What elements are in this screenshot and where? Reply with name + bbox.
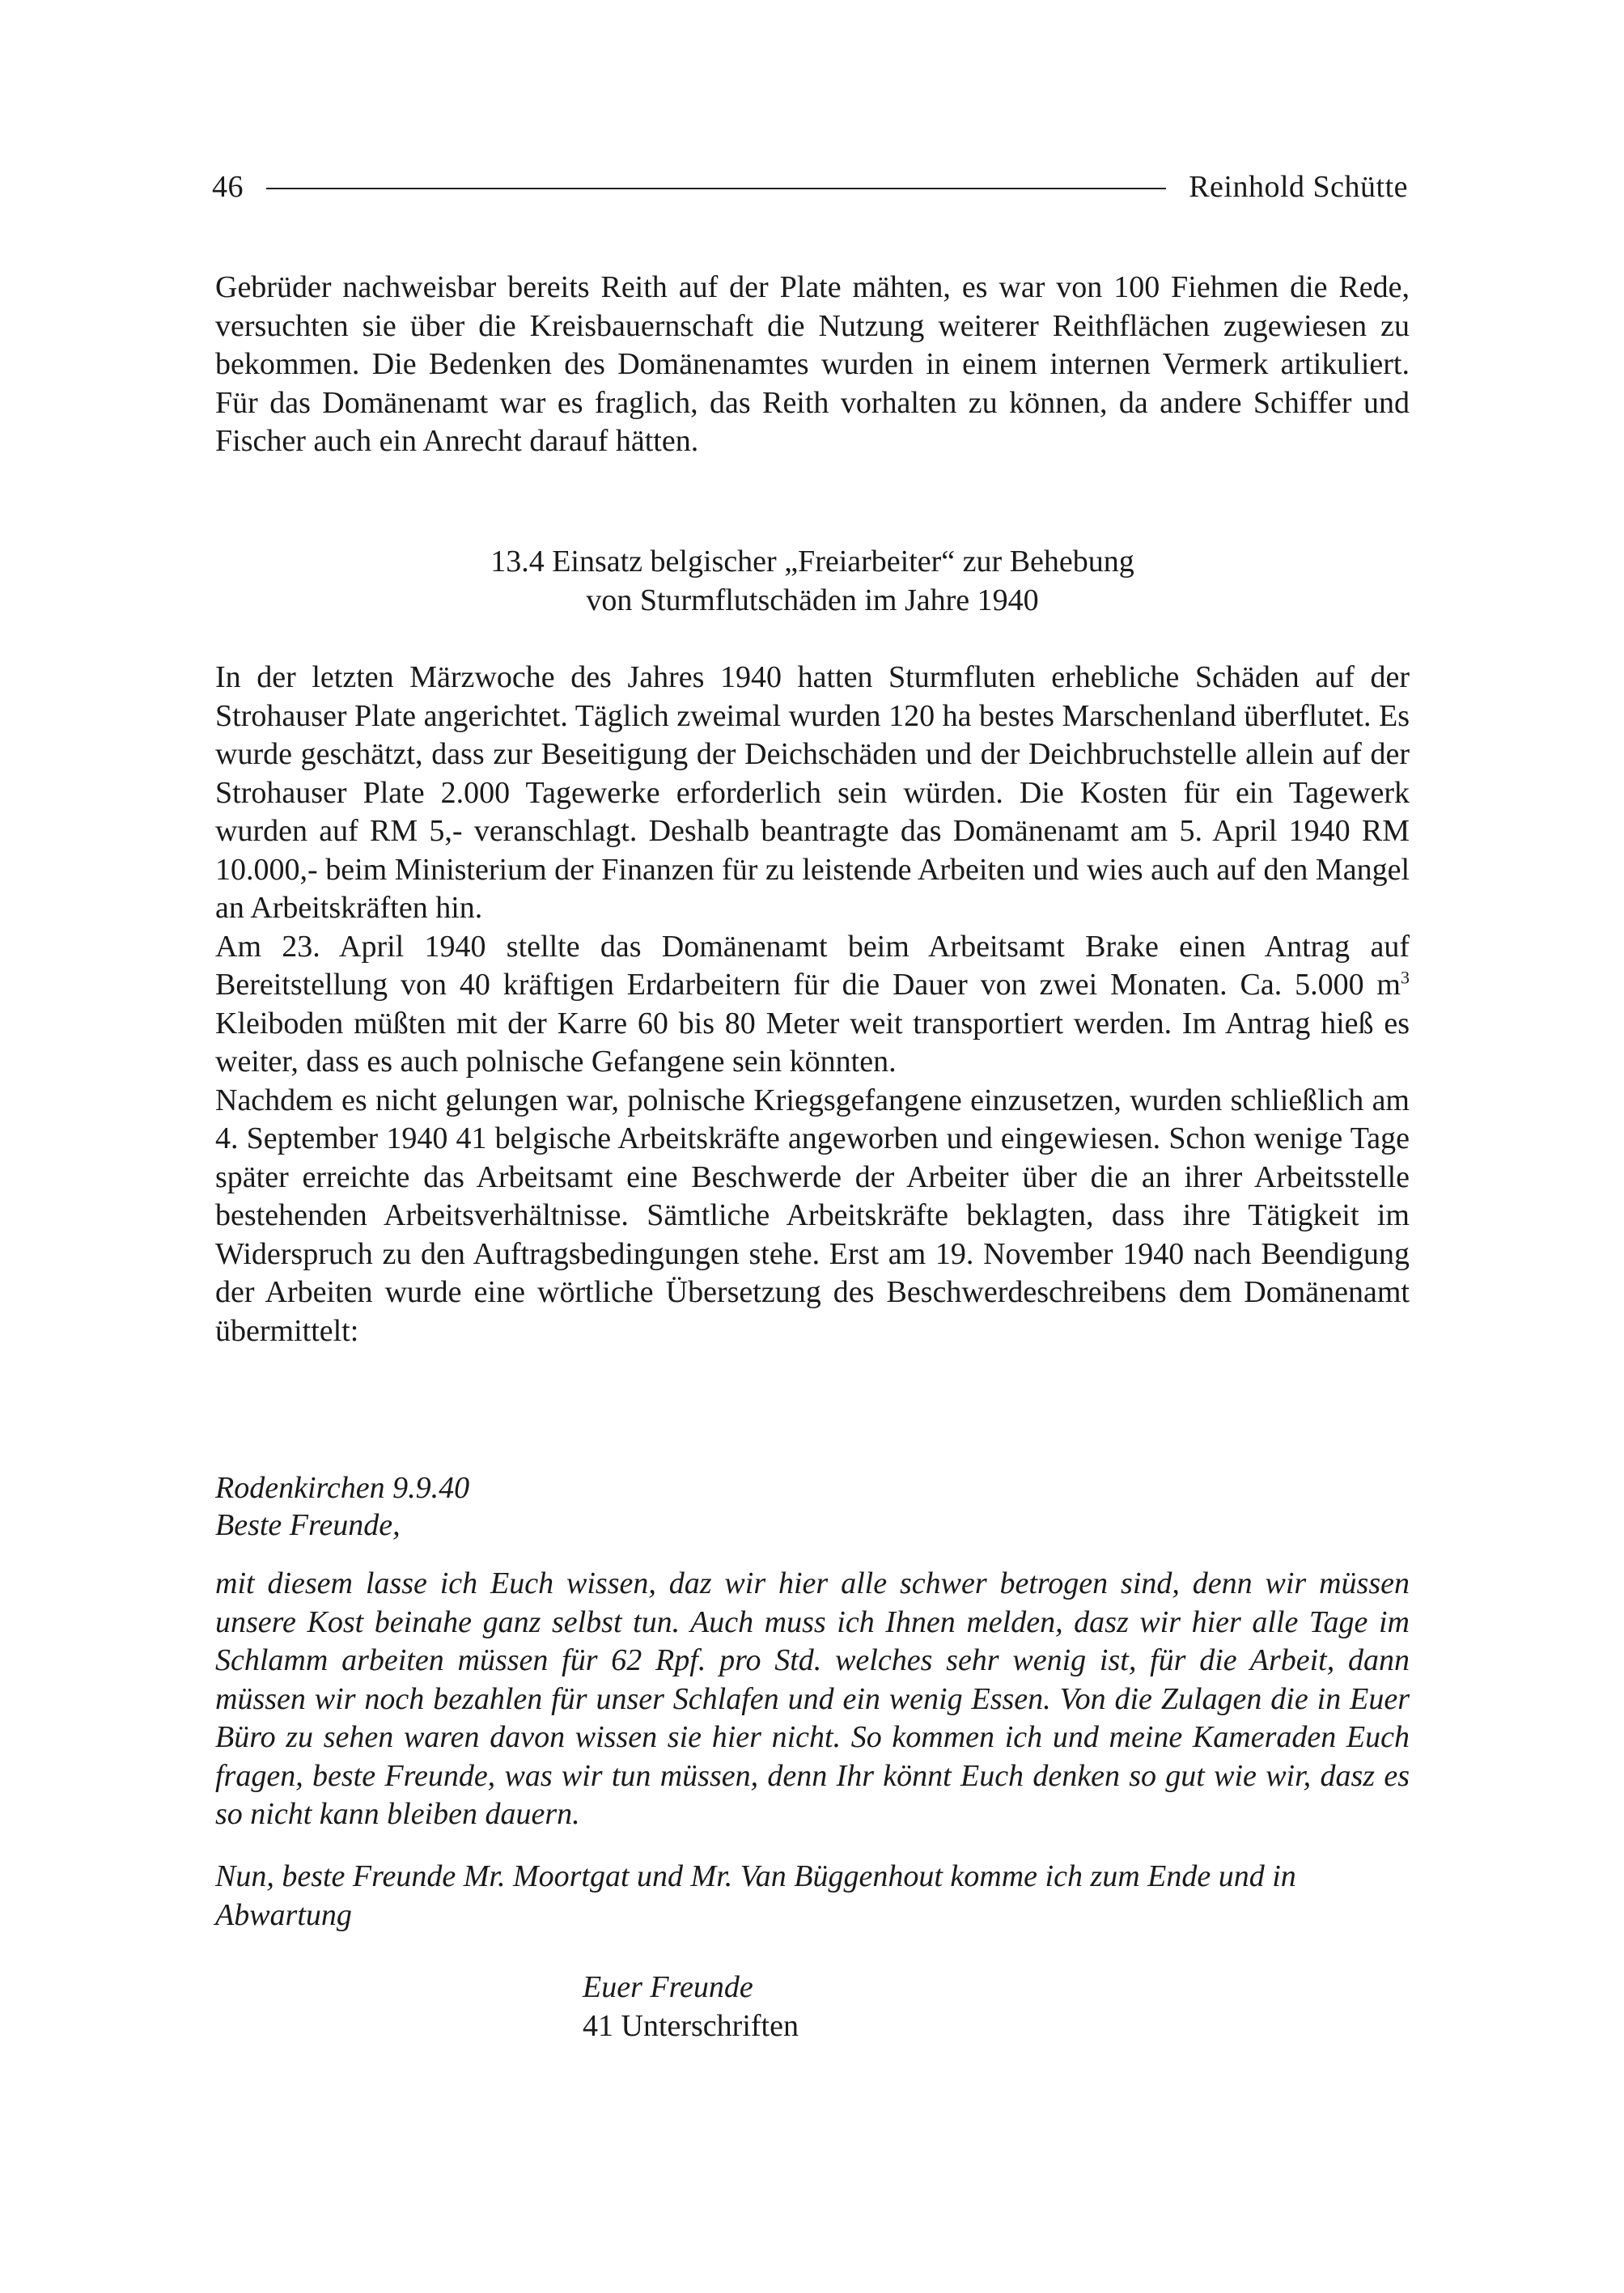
paragraph-belgian-workers: Nachdem es nicht gelungen war, polnische Kriegsgefangene einzusetzen, wurden schließlich am 4. September 1940 41 belgische Arbeitskräfte angeworben und eingewiesen. Schon wenige Tage später erreichte das Arbeitsamt eine Beschwerde der Arbeiter über die an ihrer Arbeitsstelle bestehenden Arbeitsverhältnisse. Sämtliche Arbeitskräfte beklagten, dass ihre Tätigkeit im Widerspruch zu den Auftragsbedingungen stehe. Erst am 19. November 1940 nach Beendigung der Arbeiten wurde eine wörtliche Übersetzung des Beschwerdeschreibens dem Domänenamt übermittelt: [215, 1083, 1410, 1348]
letter-sign-off: Euer Freunde [583, 1970, 753, 2004]
paragraph-labor-request-text-b: Kleiboden müßten mit der Karre 60 bis 80 Meter weit transportiert werden. Im Antrag hieß es weiter, dass es auch polnische Gefangene sein könnten. [215, 1006, 1410, 1079]
paragraph-labor-request-text-a: Am 23. April 1940 stellte das Domänenamt beim Arbeitsamt Brake einen Antrag auf Bereitstellung von 40 kräftigen Erdarbeitern für die Dauer von zwei Monaten. Ca. 5.000 m [215, 929, 1410, 1002]
main-text [215, 659, 1410, 1350]
letter-body: mit diesem lasse ich Euch wissen, daz wir hier alle schwer betrogen sind, denn wir müssen unsere Kost beinahe ganz selbst tun. Auch muss ich Ihnen melden, dasz wir hier alle Tage im Schlamm arbeiten müssen für 62 Rpf. pro Std. welches sehr wenig ist, für die Arbeit, dann müssen wir noch bezahlen für unser Schlafen und ein wenig Essen. Von die Zulagen die in Euer Büro zu sehen waren davon wissen sie hier nicht. So kommen ich und meine Kameraden Euch fragen, beste Freunde, was wir tun müssen, denn Ihr könnt Euch denken so gut wie wir, dasz es so nicht kann bleiben dauern. [215, 1566, 1410, 1831]
letter-signature [583, 1968, 799, 2045]
paragraph-storm-damage: In der letzten Märzwoche des Jahres 1940 hatten Sturmfluten erhebliche Schäden auf der Strohauser Plate angerichtet. Täglich zweimal wurden 120 ha bestes Marschenland überflutet. Es wurde geschätzt, dass zur Beseitigung der Deichschäden und der Deichbruchstelle allein auf der Strohauser Plate 2.000 Tagewerke erforderlich sein würden. Die Kosten für ein Tagewerk wurden auf RM 5,- veranschlagt. Deshalb beantragte das Domänenamt am 5. April 1940 RM 10.000,- beim Ministerium der Finanzen für zu leistende Arbeiten und wies auch auf den Mangel an Arbeitskräften hin. [215, 660, 1410, 925]
letter-place-date: Rodenkirchen 9.9.40 [215, 1471, 470, 1505]
page-number: 46 [212, 170, 244, 204]
letter-greeting: Beste Freunde, [215, 1508, 401, 1542]
paragraph-labor-request [215, 928, 1410, 1082]
letter-closing: Nun, beste Freunde Mr. Moortgat und Mr. Van Büggenhout komme ich zum Ende und in Abwartung [215, 1859, 1296, 1932]
running-head [212, 167, 1408, 207]
letter-signature-count: 41 Unterschriften [583, 2009, 799, 2043]
section-heading-line-2: von Sturmflutschäden im Jahre 1940 [586, 583, 1039, 617]
section-heading [215, 542, 1410, 620]
section-heading-line-1: 13.4 Einsatz belgischer „Freiarbeiter“ zur Behebung [490, 545, 1134, 579]
superscript-cubic: 3 [1401, 967, 1410, 988]
intro-paragraph: Gebrüder nachweisbar bereits Reith auf der Plate mähten, es war von 100 Fiehmen die Rede, versuchten sie über die Kreisbauernschaft die Nutzung weiterer Reithflächen zugewiesen zu bekommen. Die Bedenken des Domänenamtes wurden in einem internen Vermerk artikuliert. Für das Domänenamt war es fraglich, das Reith vorhalten zu können, da andere Schiffer und Fischer auch ein Anrecht darauf hätten. [215, 270, 1410, 458]
header-rule [266, 188, 1166, 189]
running-head-author: Reinhold Schütte [1189, 170, 1408, 204]
